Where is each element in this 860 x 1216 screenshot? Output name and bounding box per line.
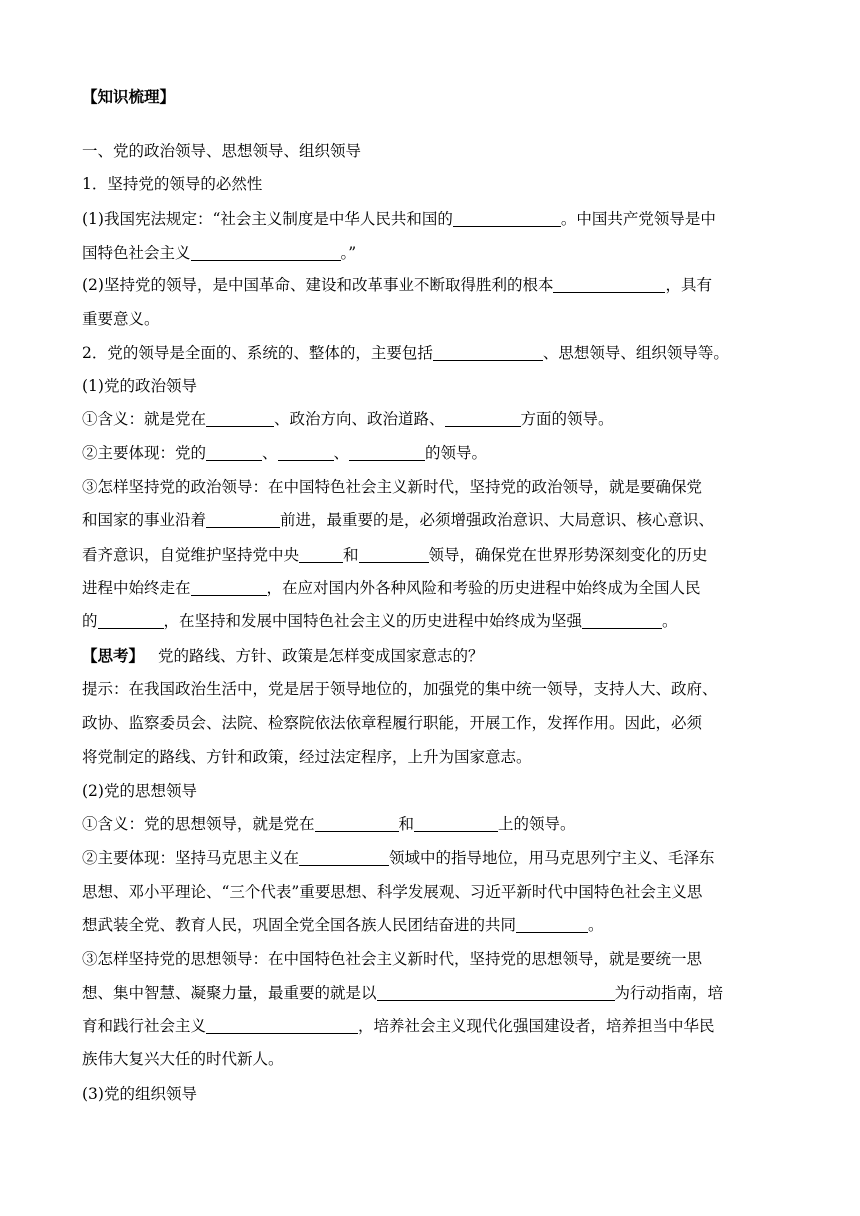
fill-blank[interactable]: [191, 245, 341, 261]
section-title: 一、党的政治领导、思想领导、组织领导: [82, 142, 362, 160]
fill-blank[interactable]: [516, 917, 588, 933]
paragraph-line: ③怎样坚持党的政治领导：在中国特色社会主义新时代，坚持党的政治领导，就是要确保党: [82, 478, 703, 496]
fill-blank[interactable]: [433, 345, 543, 361]
paragraph-line: 育和践行社会主义 ，培养社会主义现代化强国建设者，培养担当中华民: [82, 1017, 715, 1035]
think-label: 【思考】: [82, 646, 145, 665]
paragraph-line: 想、集中智慧、凝聚力量，最重要的就是以 为行动指南，培: [82, 984, 724, 1002]
fill-blank[interactable]: [453, 211, 561, 227]
paragraph-line: 进程中始终走在 ，在应对国内外各种风险和考验的历史进程中始终成为全国人民: [82, 579, 701, 597]
hint-line: 政协、监察委员会、法院、检察院依法依章程履行职能，开展工作，发挥作用。因此，必须: [82, 714, 703, 732]
paragraph-line: 看齐意识，自觉维护坚持党中央 和 领导，确保党在世界形势深刻变化的历史: [82, 546, 708, 564]
subheading: (2)党的思想领导: [82, 782, 197, 800]
fill-blank[interactable]: [299, 850, 389, 866]
section-heading: 【知识梳理】: [82, 87, 176, 106]
fill-blank[interactable]: [206, 411, 274, 427]
subheading: (1)党的政治领导: [82, 377, 197, 395]
paragraph-line: ③怎样坚持党的思想领导：在中国特色社会主义新时代，坚持党的思想领导，就是要统一思: [82, 950, 703, 968]
paragraph-line: 国特色社会主义 。”: [82, 244, 357, 262]
fill-blank[interactable]: [445, 411, 521, 427]
fill-blank[interactable]: [299, 547, 343, 563]
fill-blank[interactable]: [206, 445, 262, 461]
paragraph-line: ①含义：就是党在 、政治方向、政治道路、 方面的领导。: [82, 410, 614, 428]
paragraph-line: 想武装全党、教育人民，巩固全党全国各族人民团结奋进的共同 。: [82, 916, 604, 934]
fill-blank[interactable]: [191, 580, 267, 596]
fill-blank[interactable]: [206, 1018, 358, 1034]
fill-blank[interactable]: [315, 816, 399, 832]
paragraph-line: (2)坚持党的领导，是中国革命、建设和改革事业不断取得胜利的根本 ，具有: [82, 276, 712, 294]
hint-line: 将党制定的路线、方针和政策，经过法定程序，上升为国家意志。: [82, 748, 532, 766]
fill-blank[interactable]: [359, 547, 429, 563]
paragraph-line: 重要意义。: [82, 310, 160, 328]
subheading: (3)党的组织领导: [82, 1085, 197, 1103]
paragraph-line: ①含义：党的思想领导，就是党在 和 上的领导。: [82, 815, 576, 833]
hint-line: 提示：在我国政治生活中，党是居于领导地位的，加强党的集中统一领导，支持人大、政府、: [82, 680, 718, 698]
paragraph-line: ②主要体现：坚持马克思主义在 领域中的指导地位，用马克思列宁主义、毛泽东: [82, 849, 715, 867]
fill-blank[interactable]: [414, 816, 498, 832]
fill-blank[interactable]: [278, 445, 334, 461]
paragraph-line: 思想、邓小平理论、“三个代表”重要思想、科学发展观、习近平新时代中国特色社会主义思: [82, 883, 703, 901]
paragraph-line: 和国家的事业沿着 前进，最重要的是，必须增强政治意识、大局意识、核心意识、: [82, 511, 715, 529]
think-question: 【思考】 党的路线、方针、政策是怎样变成国家意志的？: [82, 646, 484, 665]
paragraph-line: 族伟大复兴大任的时代新人。: [82, 1050, 284, 1068]
fill-blank[interactable]: [377, 985, 615, 1001]
fill-blank[interactable]: [553, 277, 665, 293]
paragraph-line: 2．党的领导是全面的、系统的、整体的，主要包括 、思想领导、组织领导等。: [82, 344, 729, 362]
item-heading: 1．坚持党的领导的必然性: [82, 175, 263, 193]
paragraph-line: 的 ，在坚持和发展中国特色社会主义的历史进程中始终成为坚强 。: [82, 612, 678, 630]
fill-blank[interactable]: [98, 613, 164, 629]
fill-blank[interactable]: [349, 445, 425, 461]
fill-blank[interactable]: [206, 512, 280, 528]
paragraph-line: (1)我国宪法规定：“社会主义制度是中华人民共和国的 。中国共产党领导是中: [82, 210, 716, 228]
fill-blank[interactable]: [582, 613, 662, 629]
paragraph-line: ②主要体现：党的 、 、 的领导。: [82, 444, 488, 462]
